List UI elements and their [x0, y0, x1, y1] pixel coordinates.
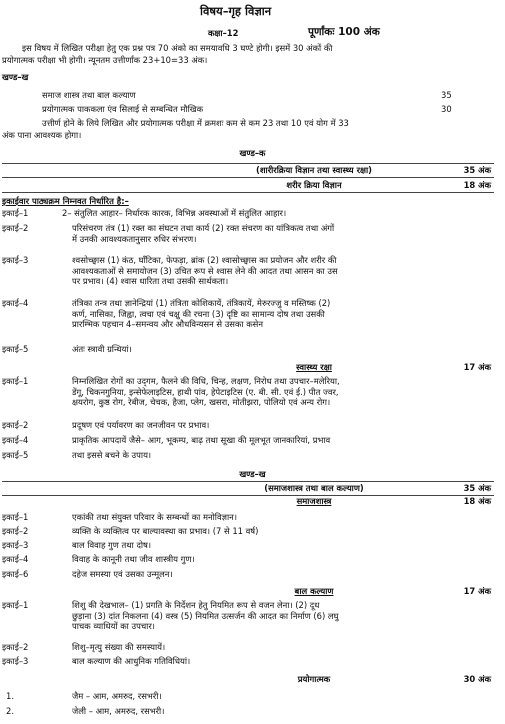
divider	[2, 192, 494, 193]
divider	[2, 177, 494, 178]
unit-text: 2– संतुलित आहार– निर्धारक कारक, विभिन्न अवस्थाओं में संतुलित आहार।	[62, 208, 287, 218]
health-title: स्वास्थ्य रक्षा	[296, 362, 332, 372]
unit-text: क्षयरोग, कुष्ठ रोग, रेबीज, चेचक, हैजा, प्लेग, खसरा, मोतीझरा, पोलियो एवं अन्य रोग।	[72, 397, 331, 408]
practical-title: प्रयोगात्मक	[297, 674, 331, 684]
unit-text: पर प्रभाव। (4) श्वास धारिता तथा उसकी सार्थकता।	[72, 276, 229, 287]
unit-text: श्वसोच्छ्वास (1) कंठ, घाँटिका, फेफड़ा, ब्रांक (2) श्वासोच्छ्वास का प्रयोजन और शरीर की	[72, 255, 337, 265]
divider	[2, 481, 494, 482]
part-b-summary-title: खण्ड–ख	[2, 72, 29, 82]
sociology-marks: 18 अंक	[463, 496, 491, 506]
full-marks: पूर्णांकः 100 अंक	[308, 26, 380, 38]
subject-title: विषय–गृह विज्ञान	[200, 4, 272, 18]
divider	[2, 163, 494, 164]
unit-label: इकाई–1	[2, 512, 29, 522]
unit-text: पाचक व्याधियों का उपचार।	[72, 621, 155, 632]
part-b-title: खण्ड–ख	[239, 469, 266, 479]
unit-text: कर्ण, नासिका, जिह्वा, त्वचा एवं चक्षु की रचना (3) दृष्टि का सामान्य दोष तथा उसकी	[72, 308, 325, 319]
unit-label: इकाई–2	[2, 642, 29, 652]
part-b-subtitle: (समाजशास्त्र तथा बाल कल्याण)	[264, 483, 364, 493]
practical-number: 2.	[6, 706, 14, 716]
practical-text: जैम – आम, अमरुद, रसभरी।	[72, 691, 162, 701]
unit-label: इकाई–1	[2, 376, 29, 386]
unit-label: इकाई–3	[2, 656, 29, 666]
unit-text: प्रदूषण एवं पर्यावरण का जनजीवन पर प्रभाव।	[72, 420, 210, 430]
physiology-marks: 18 अंक	[463, 180, 491, 190]
unit-label: इकाई–2	[2, 223, 29, 233]
summary-note-1: उत्तीर्ण होने के लिये लिखित और प्रयोगात्मक परीक्षा में क्रमशः कम से कम 23 तथा 10 एवं योग में 33	[42, 118, 349, 128]
physiology-title: शरीर क्रिया विज्ञान	[286, 180, 342, 190]
intro-line-1: इस विषय में लिखित परीक्षा हेतु एक प्रश्न पत्र 70 अंको का समयावधि 3 घण्टे होगी। इसमें 30 अंकों की	[22, 43, 333, 53]
class-label: कक्षा–12	[208, 28, 239, 38]
child-welfare-title: बाल कल्याण	[294, 586, 334, 596]
unit-label: इकाई–1	[2, 600, 29, 610]
unit-label: इकाई–5	[2, 344, 29, 354]
unit-label: इकाई–4	[2, 298, 29, 308]
unit-text: एकांकी तथा संयुक्त परिवार के सम्बन्धों का मनोविज्ञान।	[72, 512, 237, 522]
part-b-subtitle-marks: 35 अंक	[463, 483, 491, 493]
unit-label: इकाई–6	[2, 569, 29, 579]
unit-label: इकाई–2	[2, 420, 29, 430]
sociology-title: समाजशास्त्र	[296, 496, 332, 506]
unit-label: इकाई–1	[2, 208, 29, 218]
child-welfare-marks: 17 अंक	[463, 586, 491, 596]
unit-text: शिशु–मृत्यु संख्या की समस्यायें।	[72, 642, 166, 652]
unit-text: शिशु की देखभाल– (1) प्रगति के निर्देशन हेतु नियमित रूप से वजन लेना। (2) दूध	[72, 600, 320, 610]
unit-text: आवश्यकताओं से समायोजन (3) उचित रूप से श्वास लेने की आदत तथा आसन का उस	[72, 265, 338, 276]
unit-text: विवाह के कानूनी तथा जीव शास्त्रीय गुण।	[72, 554, 195, 564]
unit-text: बाल कल्याण की आधुनिक गतिविधियां।	[72, 656, 191, 666]
summary-row-1: समाज शास्त्र तथा बाल कल्याण	[42, 90, 136, 100]
practical-text: जेली – आम, अमरुद, रसभरी।	[72, 706, 165, 716]
unit-text: निम्नलिखित रोगों का उद्‌गम, फैलने की विधि, चिन्ह, लक्षण, निरोध तथा उपचार–मलेरिया,	[72, 376, 340, 386]
practical-number: 1.	[6, 691, 14, 701]
unit-text: में उनकी आवश्यकतानुसार रुधिर संभरण।	[72, 233, 197, 244]
unit-label: इकाई–3	[2, 255, 29, 265]
unit-text: दहेज समस्या एवं उसका उन्मूलन।	[72, 569, 173, 579]
unit-text: छुड़ाना (3) दांत निकलना (4) वस्त्र (5) नियमित उत्सर्जन की आदत का निर्माण (6) लघु	[72, 610, 339, 621]
syllabus-heading: इकाईवार पाठ्यक्रम निम्नवत निर्धारित है:–	[2, 196, 129, 206]
unit-label: इकाई–4	[2, 554, 29, 564]
unit-label: इकाई–4	[2, 435, 29, 445]
summary-row-2-marks: 30	[441, 104, 452, 114]
practical-marks: 30 अंक	[463, 674, 491, 684]
part-a-subtitle: (शारीरक्रिया विज्ञान तथा स्वास्थ्य रक्षा)	[256, 165, 372, 175]
part-a-subtitle-marks: 35 अंक	[463, 165, 491, 175]
unit-text: डेंगू, चिकनगुनिया, इन्सेफेलाइटिस, हाथी पांव, हेपेटाइटिस (ए. बी. सी. एवं ई.) पीत ज्वर,	[72, 386, 339, 397]
summary-row-1-marks: 35	[441, 90, 452, 100]
unit-text: परिसंचरण तंत्र (1) रक्त का संघटन तथा कार्य (2) रक्त संचरण का यांत्रिकत्व तथा अंगों	[72, 223, 335, 233]
unit-text: तथा इससे बचने के उपाय।	[72, 450, 152, 460]
unit-label: इकाई–3	[2, 540, 29, 550]
summary-note-2: अंक पाना आवश्यक होगा।	[2, 130, 82, 140]
summary-row-2: प्रयोगात्मक पाककला एंव सिलाई से सम्बन्धित मौखिक	[42, 104, 204, 114]
unit-text: बाल विवाह गुण तथा दोष।	[72, 540, 152, 550]
unit-text: तंत्रिका तन्त्र तथा ज्ञानेन्द्रियां (1) तंत्रिता कोशिकायें, तंत्रिकायें, मेरुरज्जु व मस्तिष्क (2)	[72, 298, 331, 308]
intro-line-2: प्रयोगात्मक परीक्षा भी होगी। न्यूनतम उत्तीर्णांक 23+10=33 अंक।	[2, 55, 208, 65]
health-marks: 17 अंक	[463, 362, 491, 372]
unit-text: प्राकृतिक आपदायें जैसे– आग, भूकम्प, बाढ़ तथा सूखा की मूलभूत जानकारियां, प्रभाव	[72, 435, 331, 445]
unit-label: इकाई–5	[2, 450, 29, 460]
part-a-title: खण्ड–क	[239, 148, 266, 158]
unit-text: व्यक्ति के व्यक्तित्व पर बाल्यावस्था का प्रभाव। (7 से 11 वर्ष)	[72, 526, 259, 536]
unit-label: इकाई–2	[2, 526, 29, 536]
unit-text: अंतः स्त्रावी ग्रन्थियां।	[72, 344, 132, 354]
unit-text: प्रारम्भिक पहचान 4–समन्वय और औधविन्यसन से उसका कसेन	[72, 319, 263, 330]
